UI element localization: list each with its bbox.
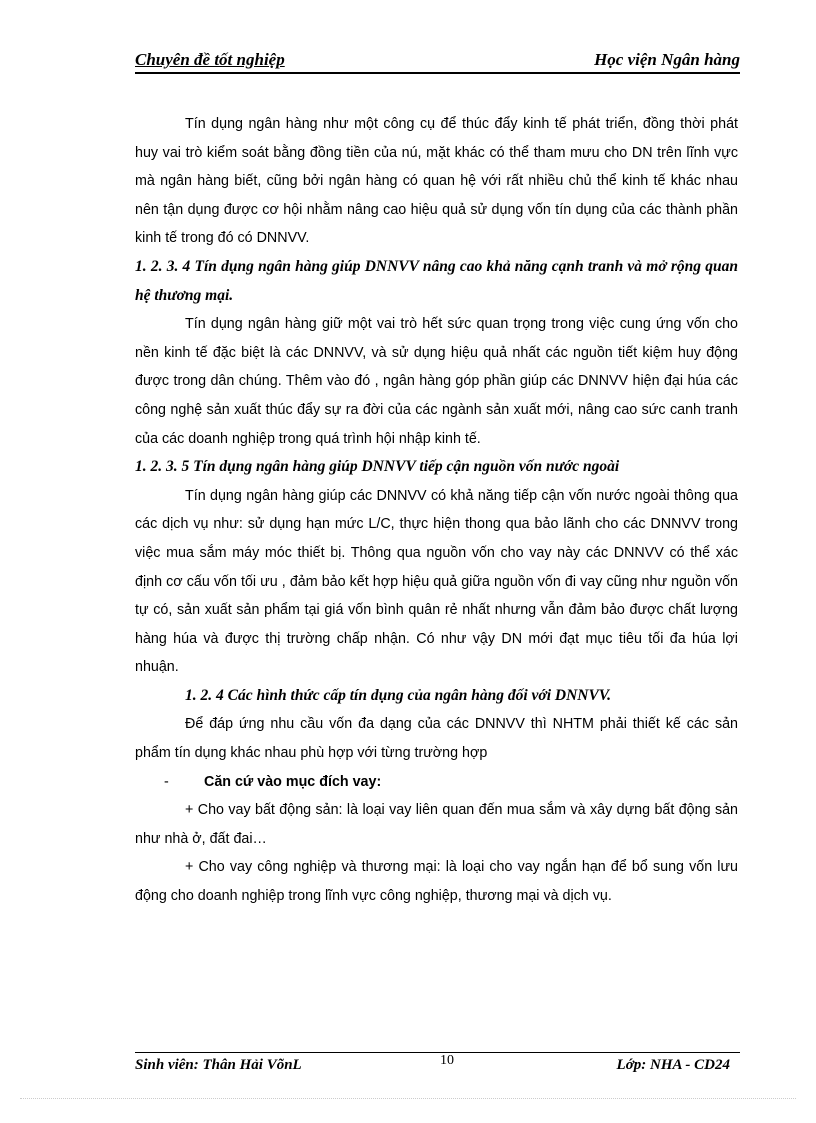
- paragraph-2: Tín dụng ngân hàng giữ một vai trò hết sức quan trọng trong việc cung ứng vốn cho nền kinh tế đặc biệt là các DNNVV, và sử dụng hiệu quả nhất các nguồn tiết kiệm huy động được trong dân chúng. Thêm vào đó , ngân hàng góp phần giúp các DNNVV hiện đại húa các công nghệ sản xuất thúc đẩy sự ra đời của các ngành sản xuất mới, nâng cao sức canh tranh của các doanh nghiệp trong quá trình hội nhập kinh tế.: [135, 316, 738, 447]
- bullet-dash: -: [164, 773, 169, 790]
- paragraph-1: Tín dụng ngân hàng như một công cụ để thúc đẩy kinh tế phát triển, đồng thời phát huy vai trò kiểm soát bằng đồng tiền của nú, mặt khác có thể tham mưu cho DN trên lĩnh vực mà ngân hàng biết, cũng bởi ngân hàng có quan hệ với rất nhiều chủ thể kinh tế khác nhau nên tận dụng được cơ hội nhằm nâng cao hiệu quả sử dụng vốn tín dụng của các thành phần kinh tế trong đó có DNNVV.: [135, 116, 738, 247]
- section-heading-1-2-3-5: 1. 2. 3. 5 Tín dụng ngân hàng giúp DNNVV tiếp cận nguồn vốn nước ngoài: [135, 458, 620, 476]
- footer-student: Sinh viên: Thân Hải VõnL: [135, 1057, 302, 1073]
- header-left-title: Chuyên đề tốt nghiệp: [135, 50, 285, 69]
- page-footer: [135, 1052, 740, 1077]
- paragraph-3: Tín dụng ngân hàng giúp các DNNVV có khả năng tiếp cận vốn nước ngoài thông qua các dịch vụ như: sử dụng hạn mức L/C, thực hiện thong qua bảo lãnh cho các DNNVV trong việc mua sắm máy móc thiết bị. Thông qua nguồn vốn cho vay này các DNNVV có thể xác định cơ cấu vốn tối ưu , đảm bảo kết hợp hiệu quả giữa nguồn vốn đi vay cũng như nguồn vốn tự có, sản xuất sản phẩm tại giá vốn bình quân rẻ nhất nhưng vẫn đảm bảo được chất lượng hàng húa và được thị trường chấp nhận. Có như vậy DN mới đạt mục tiêu tối đa húa lợi nhuận.: [135, 487, 738, 676]
- header-right-title: Học viện Ngân hàng: [594, 50, 740, 69]
- paragraph-5: + Cho vay bất động sản: là loại vay liên quan đến mua sắm và xây dựng bất động sản như nhà ở, đất đai…: [135, 802, 738, 847]
- page-header: [135, 48, 740, 74]
- document-body: [135, 110, 738, 911]
- bullet-item: [135, 768, 738, 797]
- page-bottom-divider: [20, 1098, 796, 1099]
- section-heading-1-2-4: 1. 2. 4 Các hình thức cấp tín dụng của ngân hàng đối với DNNVV.: [185, 686, 612, 704]
- footer-class: Lớp: NHA - CD24: [616, 1057, 730, 1073]
- paragraph-6: + Cho vay công nghiệp và thương mại: là loại cho vay ngắn hạn để bổ sung vốn lưu động cho doanh nghiệp trong lĩnh vực công nghiệp, thương mại và dịch vụ.: [135, 859, 738, 905]
- section-heading-1-2-3-4: 1. 2. 3. 4 Tín dụng ngân hàng giúp DNNVV nâng cao khả năng cạnh tranh và mở rộng quan hệ thương mại.: [135, 257, 738, 304]
- paragraph-4: Để đáp ứng nhu cầu vốn đa dạng của các DNNVV thì NHTM phải thiết kế các sản phẩm tín dụng khác nhau phù hợp với từng trường hợp: [135, 716, 738, 762]
- page-number: 10: [440, 1053, 454, 1068]
- bullet-text: Căn cứ vào mục đích vay:: [204, 773, 382, 790]
